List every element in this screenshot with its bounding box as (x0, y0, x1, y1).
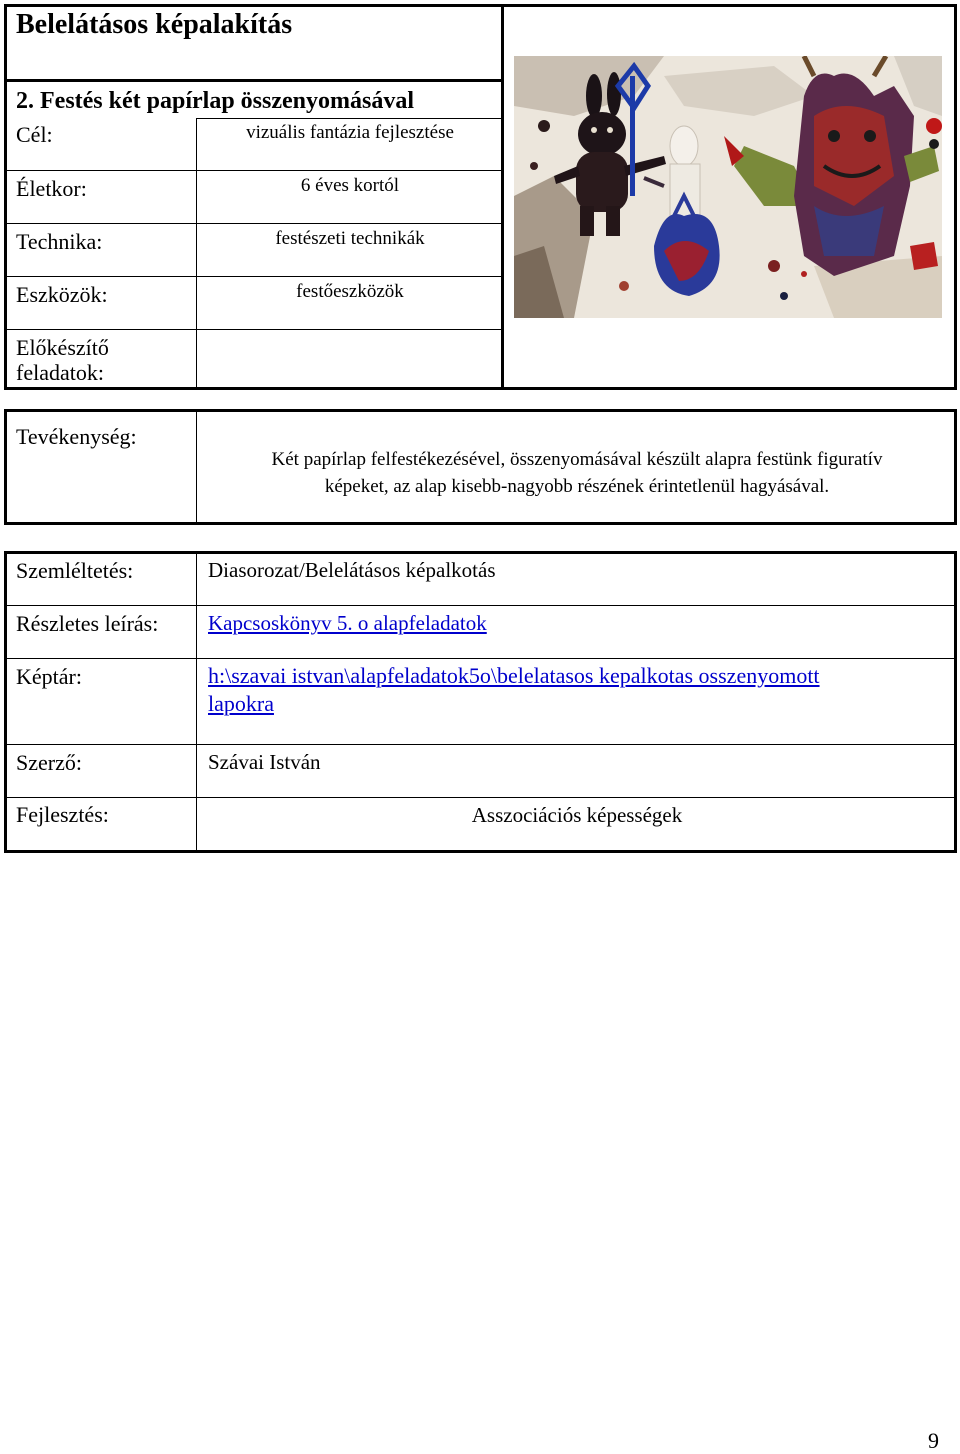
illustration-label: Szemléltetés: (16, 558, 134, 583)
description-link[interactable]: Kapcsoskönyv 5. o alapfeladatok (208, 611, 487, 635)
illustration-value: Diasorozat/Belelátásos képalkotás (208, 558, 496, 582)
activity-label: Tevékenység: (16, 424, 137, 449)
activity-text-line2: képeket, az alap kisebb-nagyobb részének érintetlenül hagyásával. (324, 476, 830, 497)
technique-label: Technika: (16, 229, 103, 254)
prep-label: Előkészítő feladatok: (16, 335, 109, 385)
activity-text-line1: Két papírlap felfestékezésével, összenyomásával készült alapra festünk figuratív (271, 449, 883, 470)
development-value: Asszociációs képességek (471, 803, 683, 827)
goal-value: vizuális fantázia fejlesztése (246, 122, 454, 143)
title-divider (4, 79, 503, 82)
gallery-link-line2[interactable]: lapokra (208, 691, 274, 716)
development-label: Fejlesztés: (16, 802, 109, 827)
gallery-label: Képtár: (16, 664, 82, 689)
description-label: Részletes leírás: (16, 611, 159, 636)
author-value: Szávai István (208, 750, 321, 774)
tools-value: festőeszközök (296, 281, 404, 302)
author-label: Szerző: (16, 750, 82, 775)
page-title: Belelátásos képalakítás (16, 9, 293, 40)
tools-label: Eszközök: (16, 282, 108, 307)
painting-image (514, 56, 942, 318)
page-number: 9 (928, 1428, 939, 1453)
goal-label: Cél: (16, 122, 53, 147)
technique-value: festészeti technikák (275, 228, 425, 249)
page-subtitle: 2. Festés két papírlap összenyomásával (16, 88, 414, 114)
age-label: Életkor: (16, 176, 87, 201)
age-value: 6 éves kortól (300, 175, 400, 196)
gallery-link-line1[interactable]: h:\szavai istvan\alapfeladatok5o\belelatasos kepalkotas osszenyomott (208, 663, 820, 688)
